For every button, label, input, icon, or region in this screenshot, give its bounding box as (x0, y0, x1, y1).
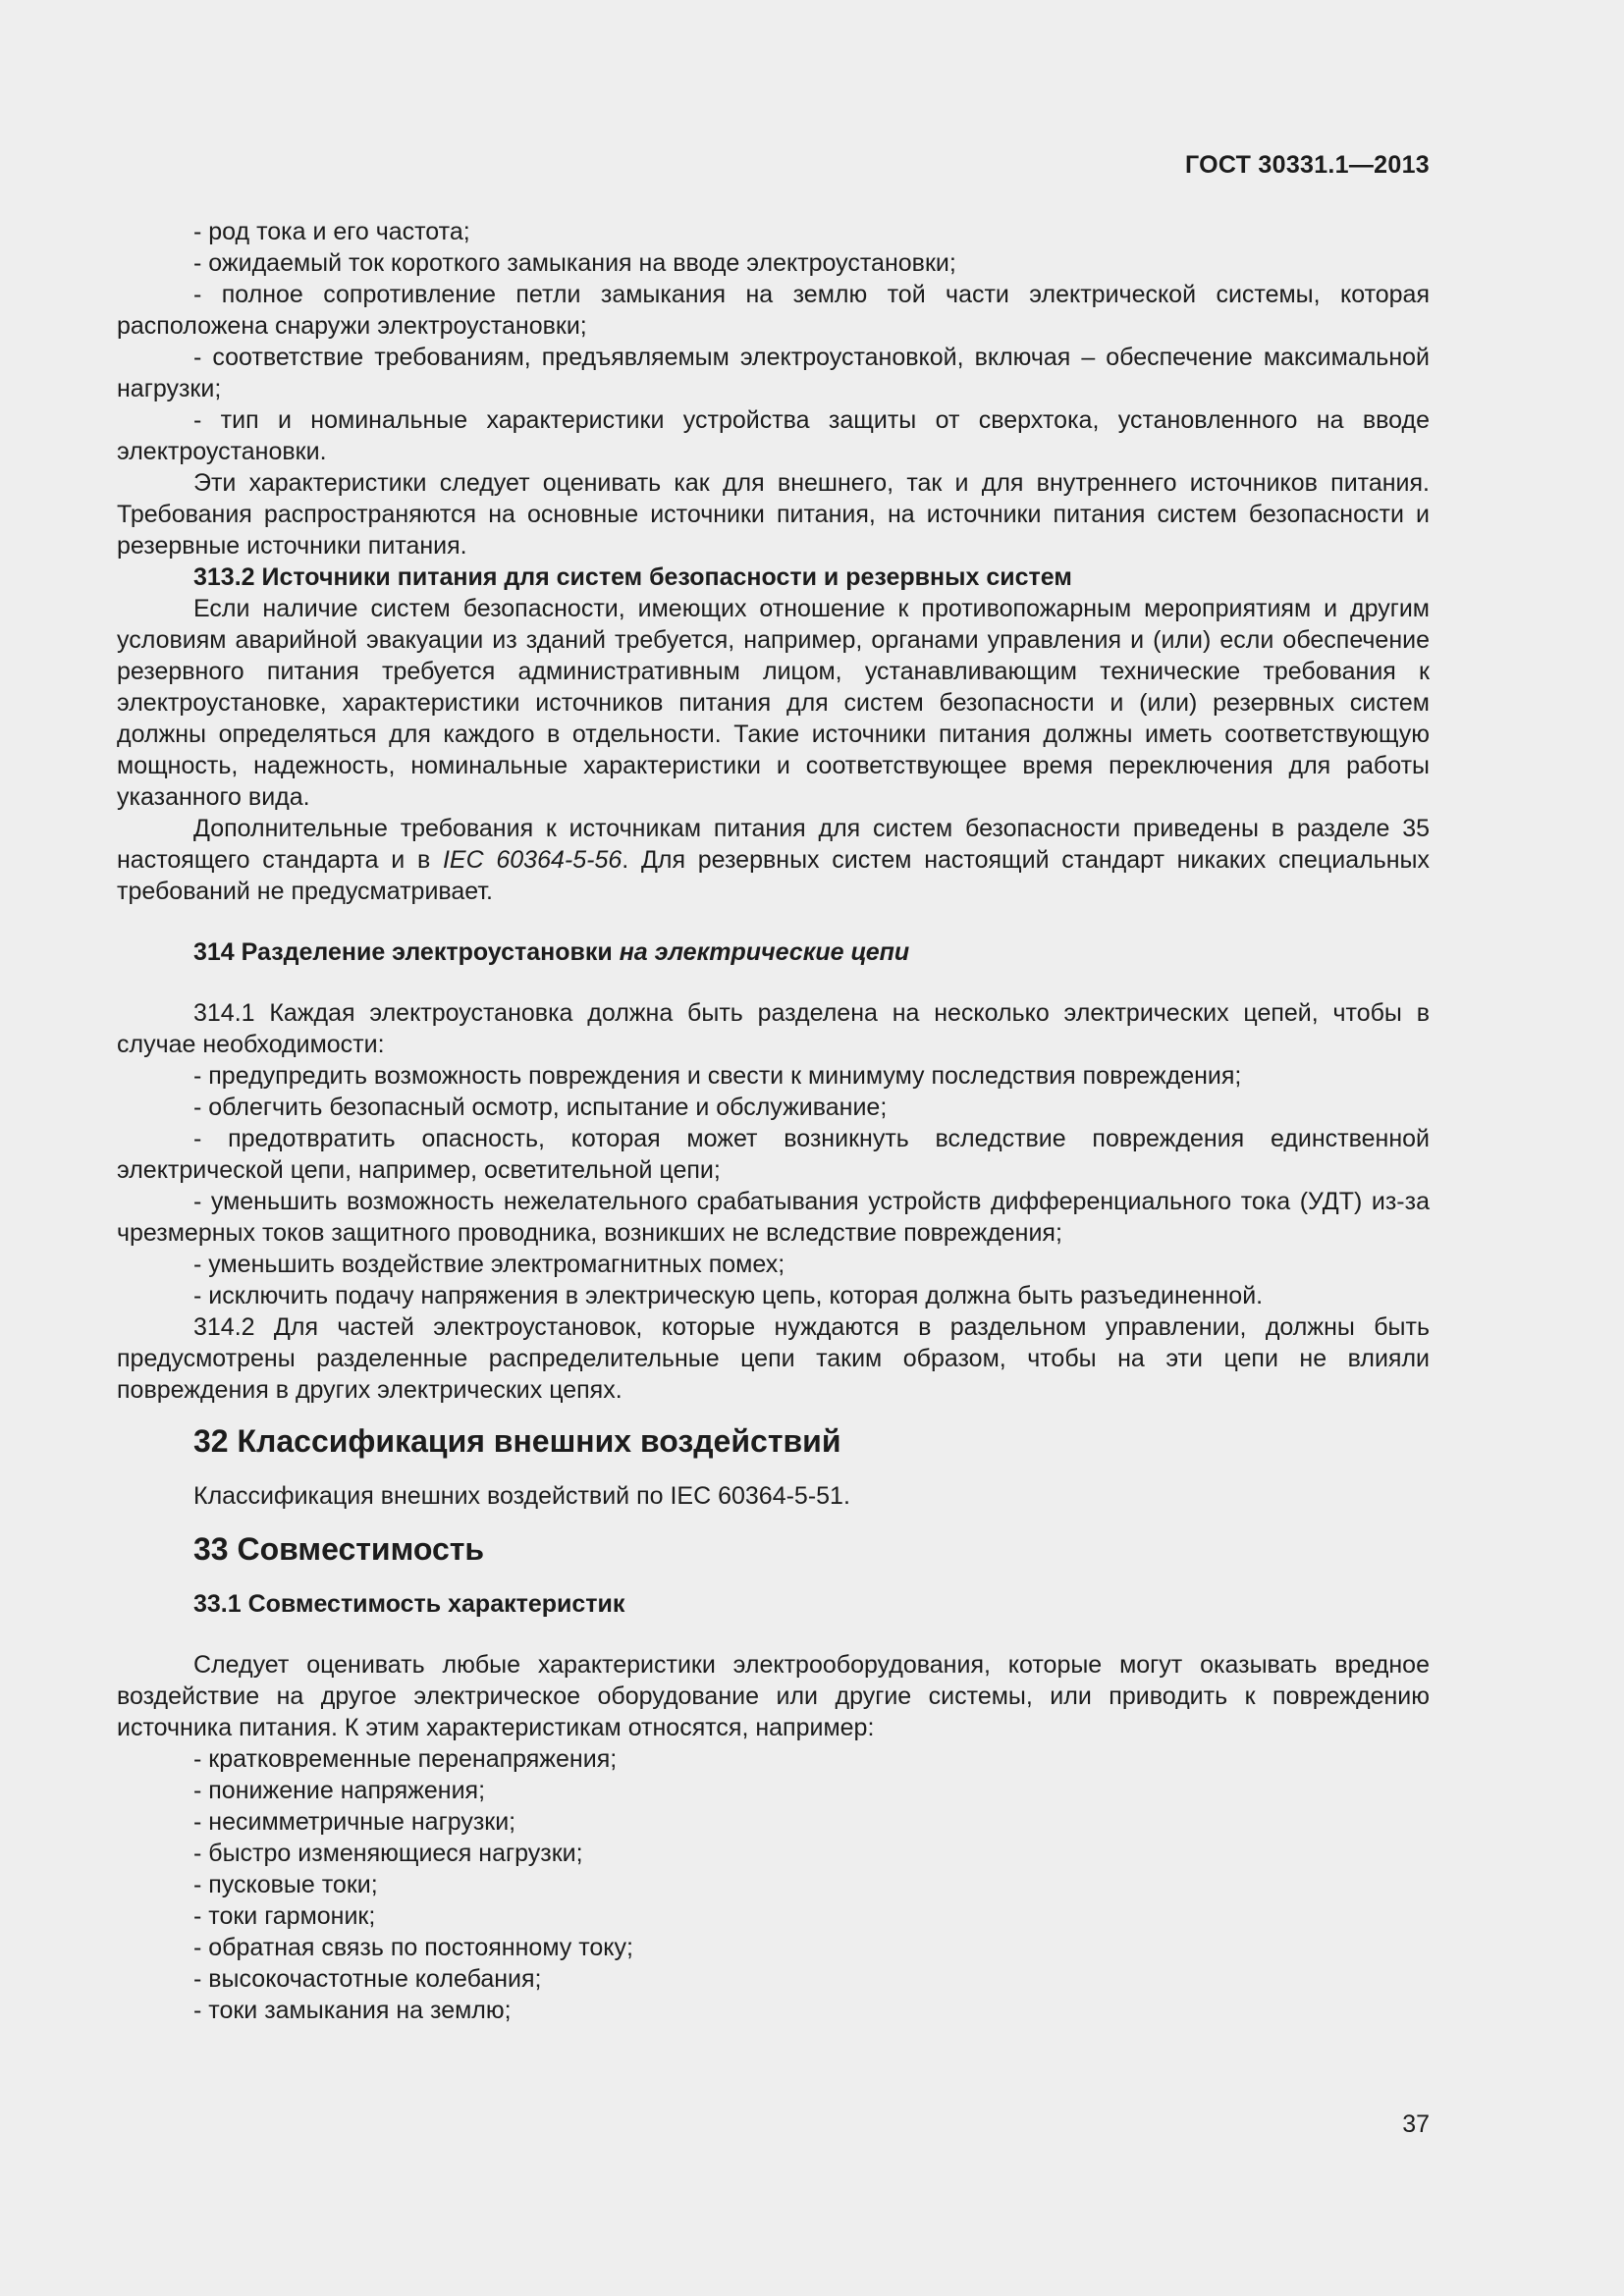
paragraph-text: Дополнительные требования к источникам питания для систем безопасности приведены в разделе 35 настоящего стандарта и в (117, 815, 1430, 874)
section-heading-32: 32 Классификация внешних воздействий (193, 1423, 841, 1459)
paragraph: 314.2 Для частей электроустановок, которые нуждаются в раздельном управлении, должны быть предусмотрены разделенные распределительные цепи таким образом, чтобы на эти цепи не влияли повреждения в других электрических цепях. (117, 1313, 1430, 1404)
list-item: - токи гармоник; (193, 1902, 376, 1930)
list-item: - быстро изменяющиеся нагрузки; (193, 1840, 583, 1867)
list-item: - кратковременные перенапряжения; (193, 1745, 618, 1773)
list-item: - облегчить безопасный осмотр, испытание и обслуживание; (193, 1094, 888, 1121)
heading-text-italic: на электрические цепи (619, 938, 910, 966)
document-code-header: ГОСТ 30331.1—2013 (1184, 151, 1430, 179)
paragraph: Классификация внешних воздействий по IEC 60364-5-51. (193, 1482, 850, 1510)
list-item: - ожидаемый ток короткого замыкания на вводе электроустановки; (193, 249, 956, 277)
list-item: - высокочастотные колебания; (193, 1965, 542, 1993)
list-item: - уменьшить воздействие электромагнитных помех; (193, 1251, 785, 1278)
document-body (117, 216, 1430, 2026)
paragraph: 314.1 Каждая электроустановка должна быть разделена на несколько электрических цепей, чтобы в случае необходимости: (117, 999, 1430, 1058)
paragraph: Если наличие систем безопасности, имеющих отношение к противопожарным мероприятиям и другим условиям аварийной эвакуации из зданий требуется, например, органами управления и (или) если обеспечение резервного питания требуется административным лицом, устанавливающим технические требования к электроустановке, характеристики источников питания для систем безопасности и (или) резервных систем должны определяться для каждого в отдельности. Такие источники питания должны иметь соответствующую мощность, надежность, номинальные характеристики и соответствующее время переключения для работы указанного вида. (117, 595, 1430, 811)
list-item: - токи замыкания на землю; (193, 1997, 512, 2024)
subsection-heading-313-2: 313.2 Источники питания для систем безопасности и резервных систем (193, 563, 1072, 591)
list-item: - тип и номинальные характеристики устройства защиты от сверхтока, установленного на вводе электроустановки. (117, 406, 1430, 465)
list-item: - уменьшить возможность нежелательного срабатывания устройств дифференциального тока (УДТ) из-за чрезмерных токов защитного проводника, возникших не вследствие повреждения; (117, 1188, 1430, 1247)
list-item: - обратная связь по постоянному току; (193, 1934, 633, 1961)
standard-reference: IEC 60364-5-56 (442, 846, 623, 874)
paragraph (117, 813, 1430, 907)
list-item: - предотвратить опасность, которая может возникнуть вследствие повреждения единственной электрической цепи, например, осветительной цепи; (117, 1125, 1430, 1184)
paragraph: Эти характеристики следует оценивать как для внешнего, так и для внутреннего источников питания. Требования распространяются на основные источники питания, на источники питания систем безопасности и резервные источники питания. (117, 469, 1430, 560)
paragraph-text: . Для резервных систем настоящий стандарт никаких специальных требований не предусматривает. (117, 846, 1430, 905)
heading-text: 314 Разделение электроустановки (193, 938, 620, 966)
list-item: - несимметричные нагрузки; (193, 1808, 516, 1836)
list-item: - понижение напряжения; (193, 1777, 486, 1804)
paragraph: Следует оценивать любые характеристики электрооборудования, которые могут оказывать вредное воздействие на другое электрическое оборудование или другие системы, или приводить к повреждению источника питания. К этим характеристикам относятся, например: (117, 1651, 1430, 1741)
list-item: - исключить подачу напряжения в электрическую цепь, которая должна быть разъединенной. (193, 1282, 1264, 1309)
section-heading-314 (117, 936, 1430, 968)
list-item: - предупредить возможность повреждения и свести к минимуму последствия повреждения; (193, 1062, 1242, 1090)
list-item: - пусковые токи; (193, 1871, 378, 1898)
list-item: - соответствие требованиям, предъявляемым электроустановкой, включая – обеспечение максимальной нагрузки; (117, 344, 1430, 402)
section-heading-33: 33 Совместимость (193, 1531, 485, 1567)
list-item: - род тока и его частота; (193, 218, 470, 245)
subsection-heading-33-1: 33.1 Совместимость характеристик (193, 1590, 625, 1618)
page-number: 37 (1402, 2110, 1430, 2138)
list-item: - полное сопротивление петли замыкания на землю той части электрической системы, которая расположена снаружи электроустановки; (117, 281, 1430, 340)
